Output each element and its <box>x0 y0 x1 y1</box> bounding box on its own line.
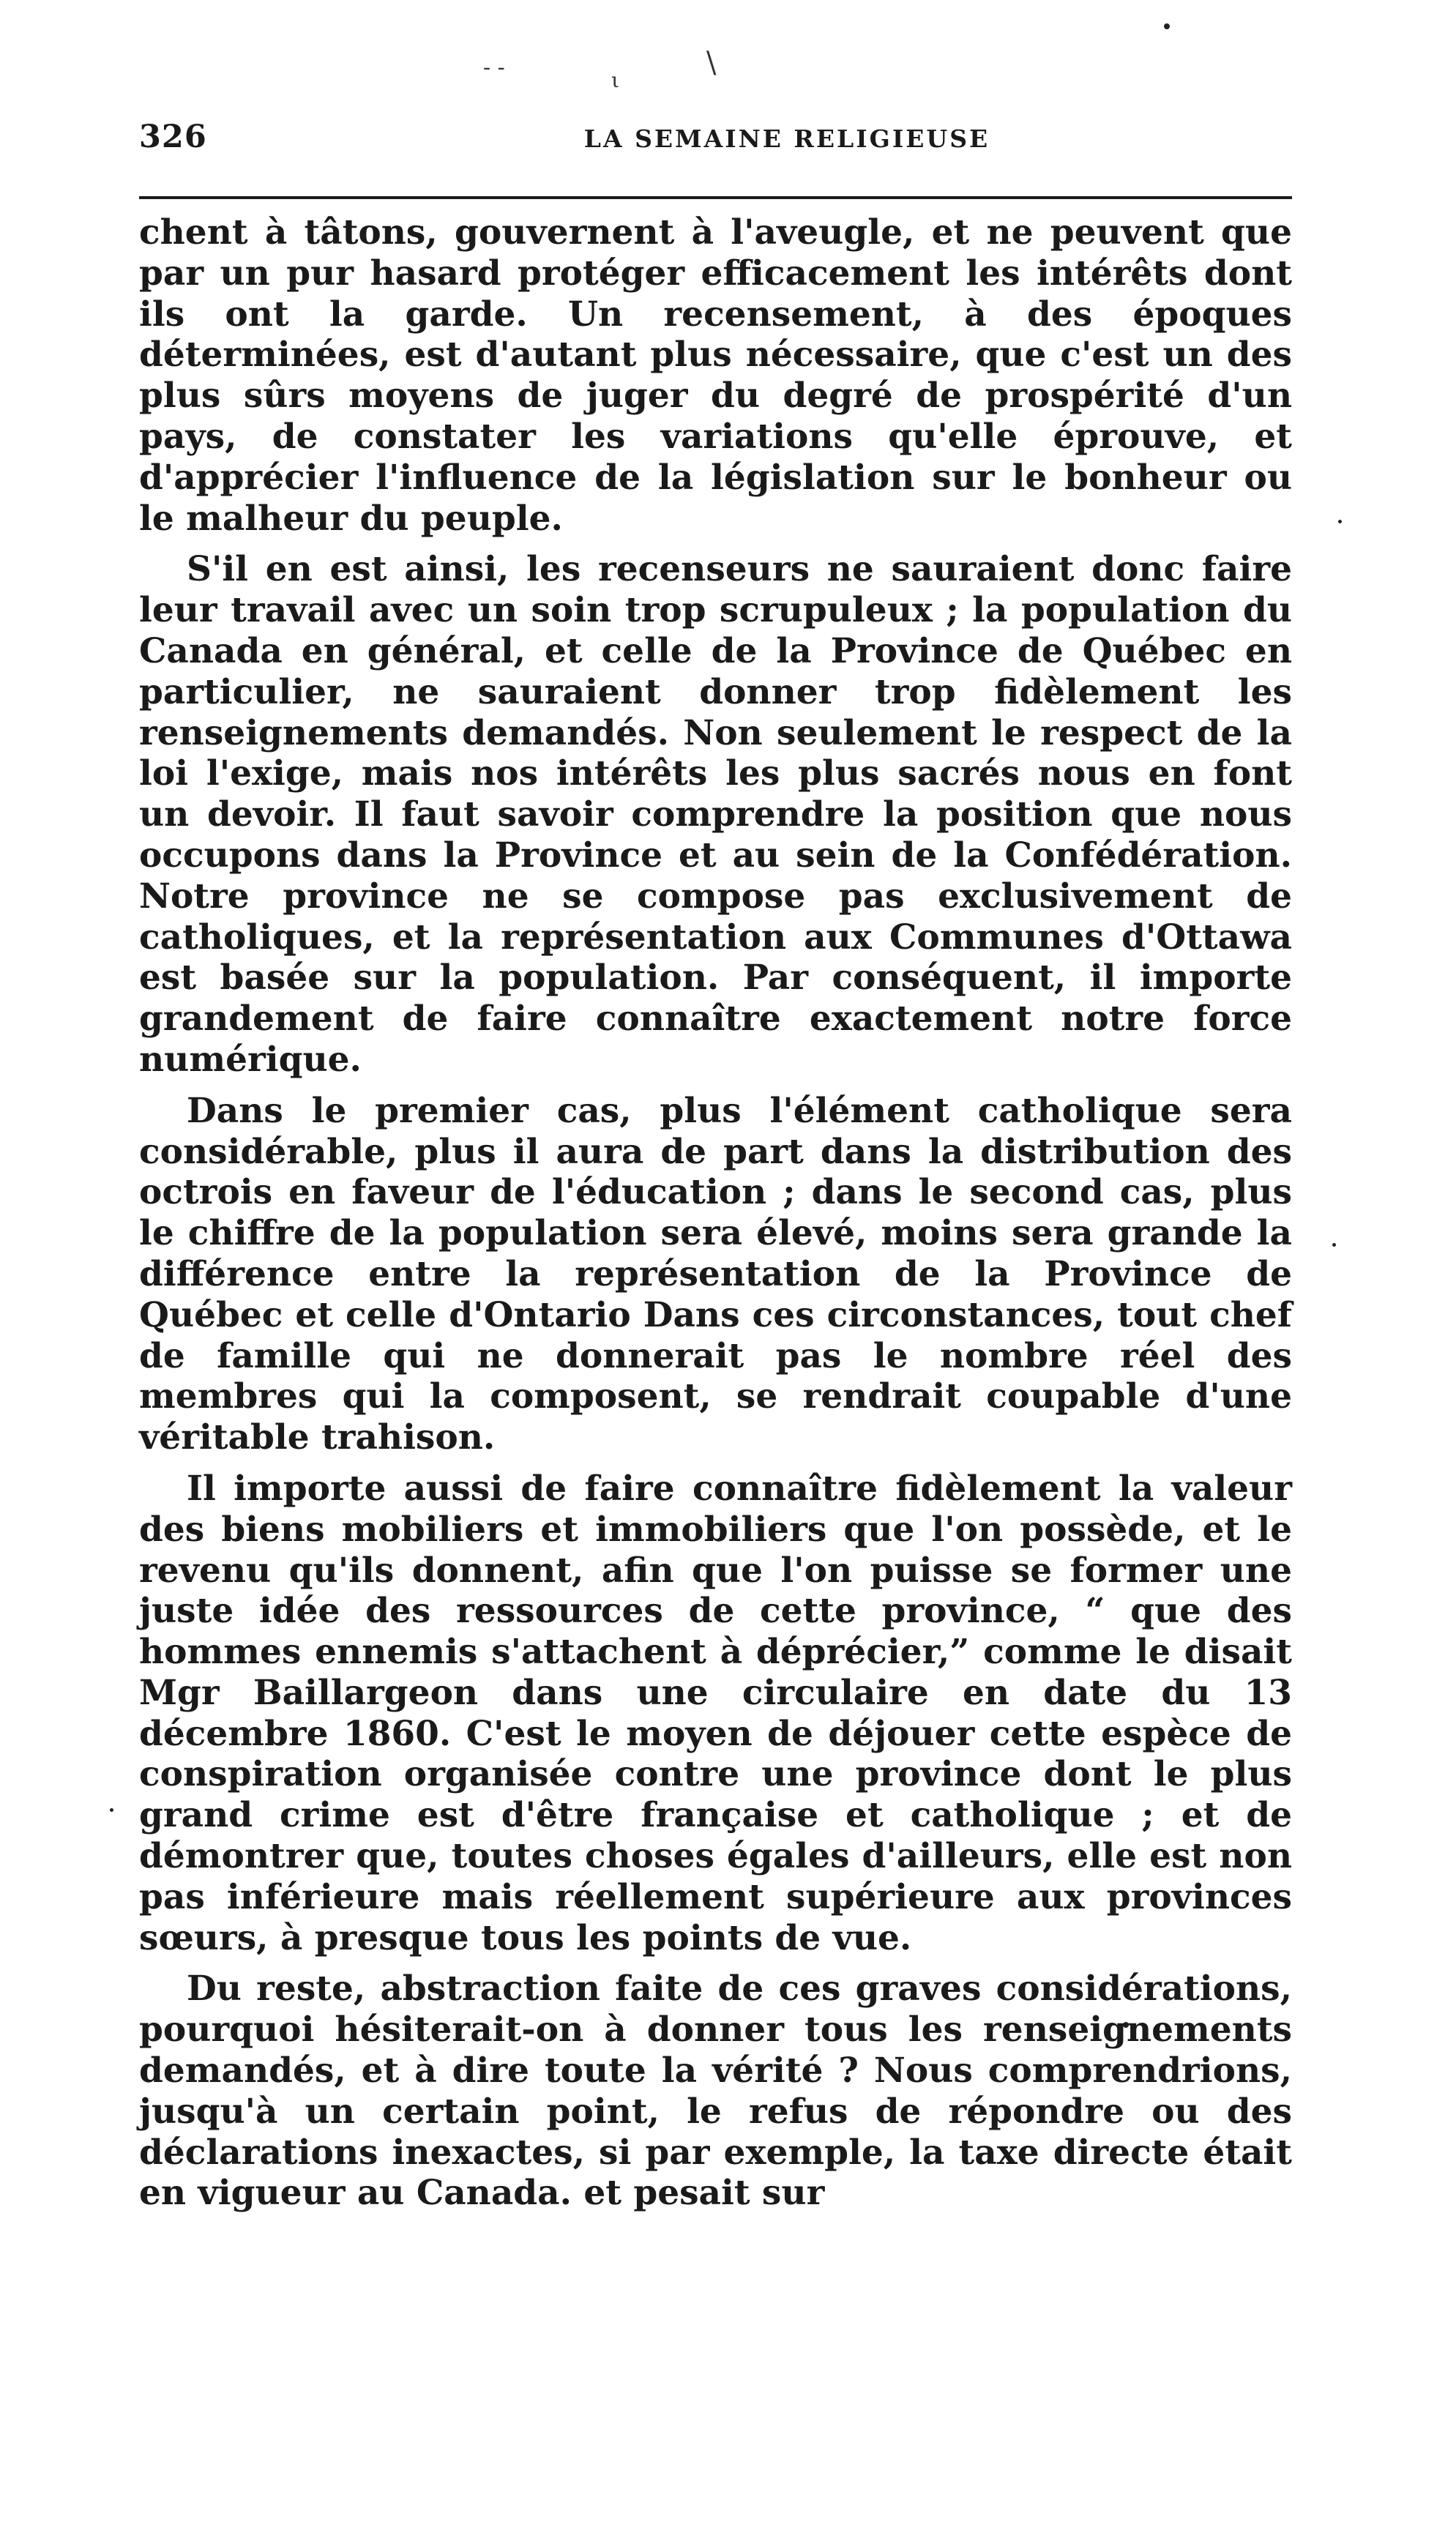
page-number: 326 <box>139 119 207 155</box>
body-text <box>139 212 1292 2224</box>
scan-mark: ι <box>611 68 619 92</box>
paragraph: S'il en est ainsi, les recenseurs ne sauraient donc faire leur travail avec un soin trop scrupuleux ; la population du Canada en général, et celle de la Province de Québec en particulier, ne sauraient donner trop fidèlement les renseignements demandés. Non seulement le respect de la loi l'exige, mais nos intérêts les plus sacrés nous en font un devoir. Il faut savoir comprendre la position que nous occupons dans la Province et au sein de la Confédération. Notre province ne se compose pas exclusivement de catholiques, et la représentation aux Communes d'Ottawa est basée sur la population. Par conséquent, il importe grandement de faire connaître exactement notre force numérique. <box>139 549 1292 1080</box>
header-rule <box>139 196 1292 199</box>
scan-speck <box>1338 520 1342 523</box>
scan-mark: \ <box>706 46 717 80</box>
scan-speck <box>1164 23 1170 29</box>
scan-mark: - - <box>483 55 505 81</box>
paragraph: Du reste, abstraction faite de ces graves considérations, pourquoi hésiterait-on à donner tous les renseignements demandés, et à dire toute la vérité ? Nous comprendrions, jusqu'à un certain point, le refus de répondre ou des déclarations inexactes, si par exemple, la taxe directe était en vigueur au Canada. et pesait sur <box>139 1969 1292 2214</box>
paragraph: chent à tâtons, gouvernent à l'aveugle, et ne peuvent que par un pur hasard protéger efficacement les intérêts dont ils ont la garde. Un recensement, à des époques déterminées, est d'autant plus nécessaire, que c'est un des plus sûrs moyens de juger du degré de prospérité d'un pays, de constater les variations qu'elle éprouve, et d'apprécier l'influence de la législation sur le bonheur ou le malheur du peuple. <box>139 212 1292 539</box>
scan-speck <box>1332 1243 1336 1247</box>
paragraph: Il importe aussi de faire connaître fidèlement la valeur des biens mobiliers et immobiliers que l'on possède, et le revenu qu'ils donnent, afin que l'on puisse se former une juste idée des ressources de cette province, “ que des hommes ennemis s'attachent à déprécier,” comme le disait Mgr Baillargeon dans une circulaire en date du 13 décembre 1860. C'est le moyen de déjouer cette espèce de conspiration organisée contre une province dont le plus grand crime est d'être française et catholique ; et de démontrer que, toutes choses égales d'ailleurs, elle est non pas inférieure mais réellement supérieure aux provinces sœurs, à presque tous les points de vue. <box>139 1468 1292 1958</box>
paragraph: Dans le premier cas, plus l'élément catholique sera considérable, plus il aura de part dans la distribution des octrois en faveur de l'éducation ; dans le second cas, plus le chiffre de la population sera élevé, moins sera grande la différence entre la représentation de la Province de Québec et celle d'Ontario Dans ces circonstances, tout chef de famille qui ne donnerait pas le nombre réel des membres qui la composent, se rendrait coupable d'une véritable trahison. <box>139 1090 1292 1458</box>
scan-speck <box>110 1808 113 1812</box>
page-header <box>139 119 1288 163</box>
running-title: LA SEMAINE RELIGIEUSE <box>583 124 990 153</box>
